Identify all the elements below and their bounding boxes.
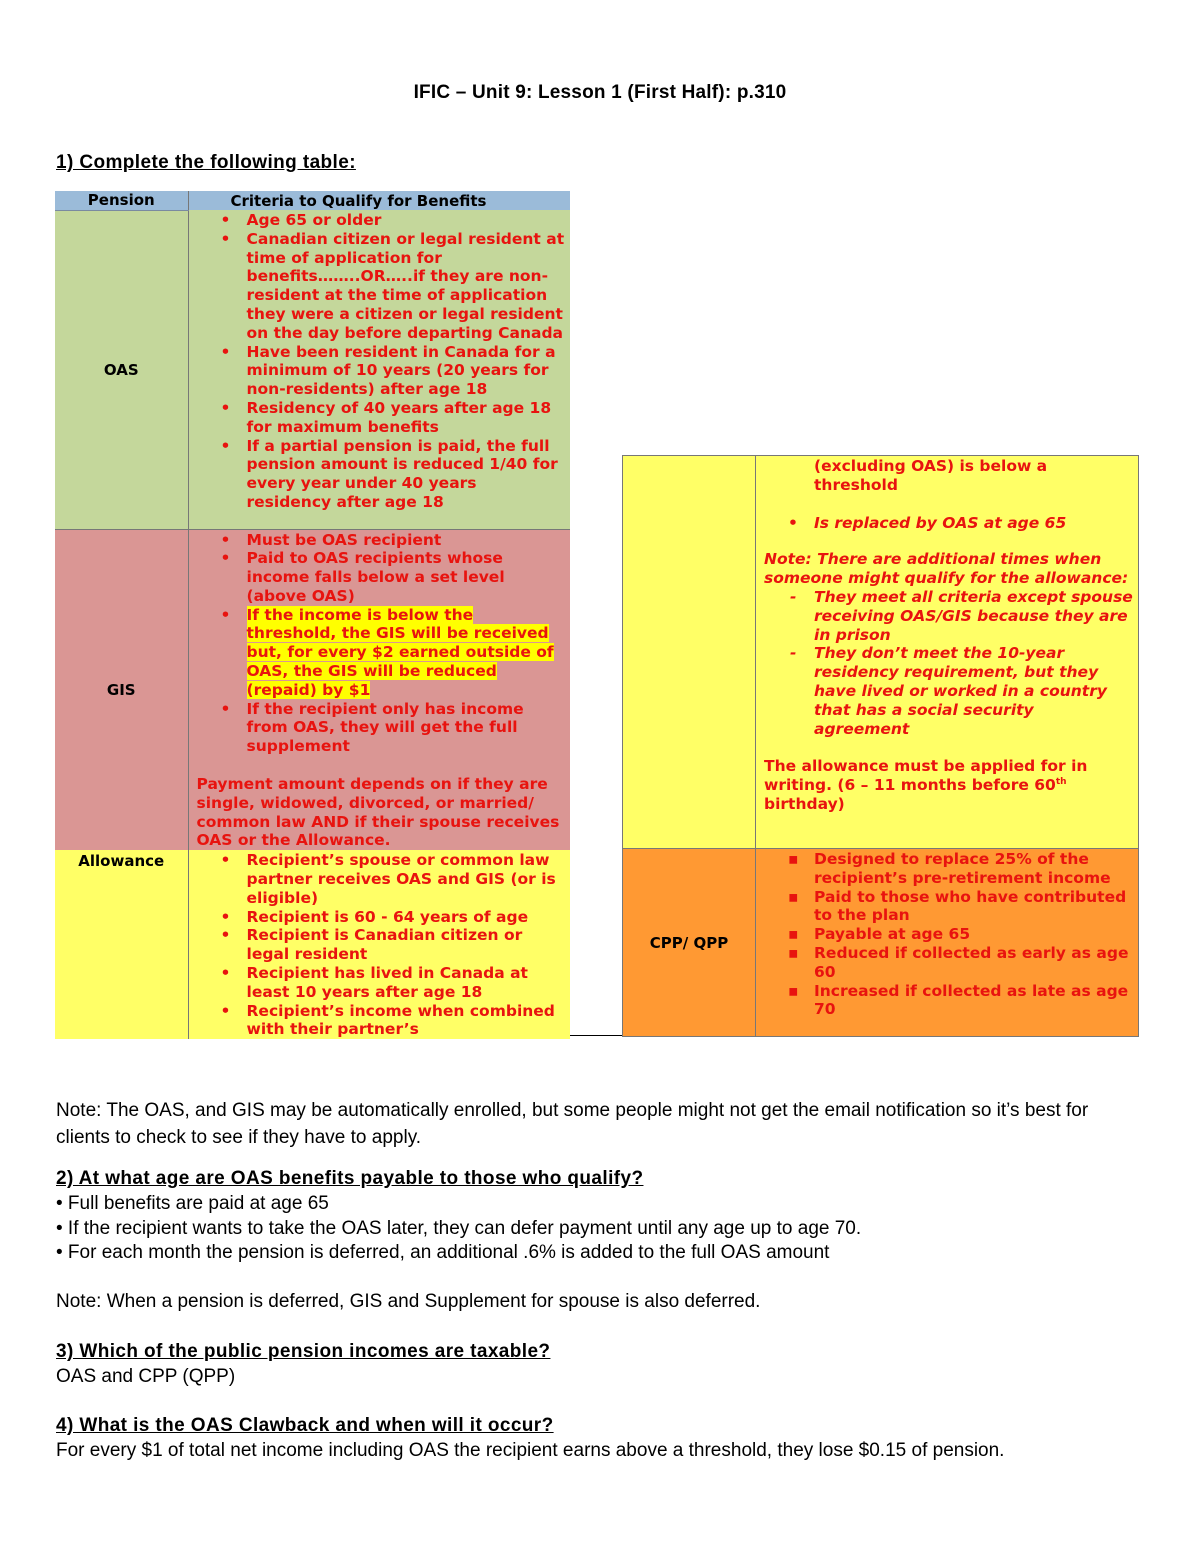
allowance-note-heading: Note: There are additional times when someone might qualify for the allowance:: [764, 550, 1129, 588]
gis-item: • If the recipient only has income from OAS, they will get the full supplement: [247, 700, 567, 756]
oas-item: • Have been resident in Canada for a minimum of 10 years (20 years for non-residents) after age 18: [247, 343, 567, 399]
table-bottom-rule: [570, 1035, 625, 1036]
cpp-row: [623, 849, 1139, 1037]
q3-answer: OAS and CPP (QPP): [56, 1366, 236, 1387]
gis-item-highlighted: [247, 606, 567, 700]
gis-highlight: If the income is below the threshold, the GIS will be received but, for every $2 earned outside of OAS, the GIS will be reduced (repaid) by $1: [246, 605, 554, 699]
allowance-criteria: [188, 850, 570, 1039]
cpp-criteria: [756, 849, 1139, 1037]
allowance-item: • Recipient is 60 - 64 years of age: [247, 908, 567, 927]
cpp-item: ▪ Increased if collected as late as age 70: [814, 982, 1134, 1020]
oas-row: [55, 210, 570, 529]
q2-bullet: • For each month the pension is deferred, an additional .6% is added to the full OAS amount: [56, 1242, 830, 1263]
allowance-item: • Recipient’s spouse or common law partner receives OAS and GIS (or is eligible): [247, 851, 567, 907]
allowance-item: • Recipient has lived in Canada at least 10 years after age 18: [247, 964, 567, 1002]
allowance-note-item: - They don’t meet the 10-year residency requirement, but they have lived or worked in a country that has a social security agreement: [814, 644, 1134, 738]
gis-criteria: [188, 529, 570, 850]
enrollment-note: Note: The OAS, and GIS may be automatically enrolled, but some people might not get the email notification so it’s best for clients to check to see if they have to apply.: [56, 1100, 1089, 1148]
q4-answer: For every $1 of total net income including OAS the recipient earns above a threshold, they lose $0.15 of pension.: [56, 1440, 1005, 1461]
allowance-row: [55, 850, 570, 1039]
allowance-continued-row: [623, 456, 1139, 849]
oas-item: • Residency of 40 years after age 18 for maximum benefits: [247, 399, 567, 437]
allowance-label: Allowance: [55, 850, 188, 1039]
q2-bullet: • Full benefits are paid at age 65: [56, 1193, 329, 1214]
oas-label: OAS: [55, 210, 188, 529]
cpp-item: ▪ Reduced if collected as early as age 60: [814, 944, 1134, 982]
cpp-label: CPP/ QPP: [623, 849, 756, 1037]
allowance-apply-note: The allowance must be applied for in writing. (6 – 11 months before 60th birthday): [764, 757, 1088, 813]
page-title: IFIC – Unit 9: Lesson 1 (First Half): p.310: [413, 82, 787, 103]
question-1-heading: 1) Complete the following table:: [56, 152, 356, 173]
cpp-item: ▪ Paid to those who have contributed to the plan: [814, 888, 1134, 926]
oas-criteria: [188, 210, 570, 529]
question-3-heading: 3) Which of the public pension incomes are taxable?: [56, 1341, 551, 1362]
question-4-heading: 4) What is the OAS Clawback and when will it occur?: [56, 1415, 554, 1436]
allowance-item-tail: (excluding OAS) is below a threshold: [814, 457, 1048, 494]
gis-item: • Paid to OAS recipients whose income falls below a set level (above OAS): [247, 549, 567, 605]
header-pension: Pension: [55, 191, 188, 210]
gis-payment-note: Payment amount depends on if they are single, widowed, divorced, or married/ common law AND if their spouse receives OAS or the Allowance.: [196, 775, 560, 850]
header-criteria: Criteria to Qualify for Benefits: [230, 191, 487, 210]
deferral-note: Note: When a pension is deferred, GIS and Supplement for spouse is also deferred.: [56, 1291, 761, 1312]
allowance-item: • Recipient’s income when combined with their partner’s: [247, 1002, 567, 1040]
pension-table-continued: [622, 455, 1139, 1037]
oas-item: • Canadian citizen or legal resident at time of application for benefits……..OR…..if they are non-resident at the time of application they were a citizen or legal resident on the day before departing Canada: [247, 230, 567, 343]
question-2-heading: 2) At what age are OAS benefits payable to those who qualify?: [56, 1168, 644, 1189]
cpp-item: ▪ Designed to replace 25% of the recipient’s pre-retirement income: [814, 850, 1134, 888]
pension-table: [55, 191, 570, 1039]
allowance-replaced-item: • Is replaced by OAS at age 65: [814, 514, 1134, 533]
oas-item: • If a partial pension is paid, the full pension amount is reduced 1/40 for every year under 40 years residency after age 18: [247, 437, 567, 512]
cpp-item: ▪ Payable at age 65: [814, 925, 1134, 944]
q2-bullet: • If the recipient wants to take the OAS later, they can defer payment until any age up to age 70.: [56, 1218, 862, 1239]
allowance-item: • Recipient is Canadian citizen or legal resident: [247, 926, 567, 964]
allowance-continued-criteria: [756, 456, 1139, 849]
oas-item: • Age 65 or older: [247, 211, 567, 230]
allowance-note-item: - They meet all criteria except spouse receiving OAS/GIS because they are in prison: [814, 588, 1134, 644]
gis-item: • Must be OAS recipient: [247, 531, 567, 550]
allowance-continued-label-cell: [623, 456, 756, 849]
gis-row: [55, 529, 570, 850]
gis-label: GIS: [55, 529, 188, 850]
table-header-row: [55, 191, 570, 210]
